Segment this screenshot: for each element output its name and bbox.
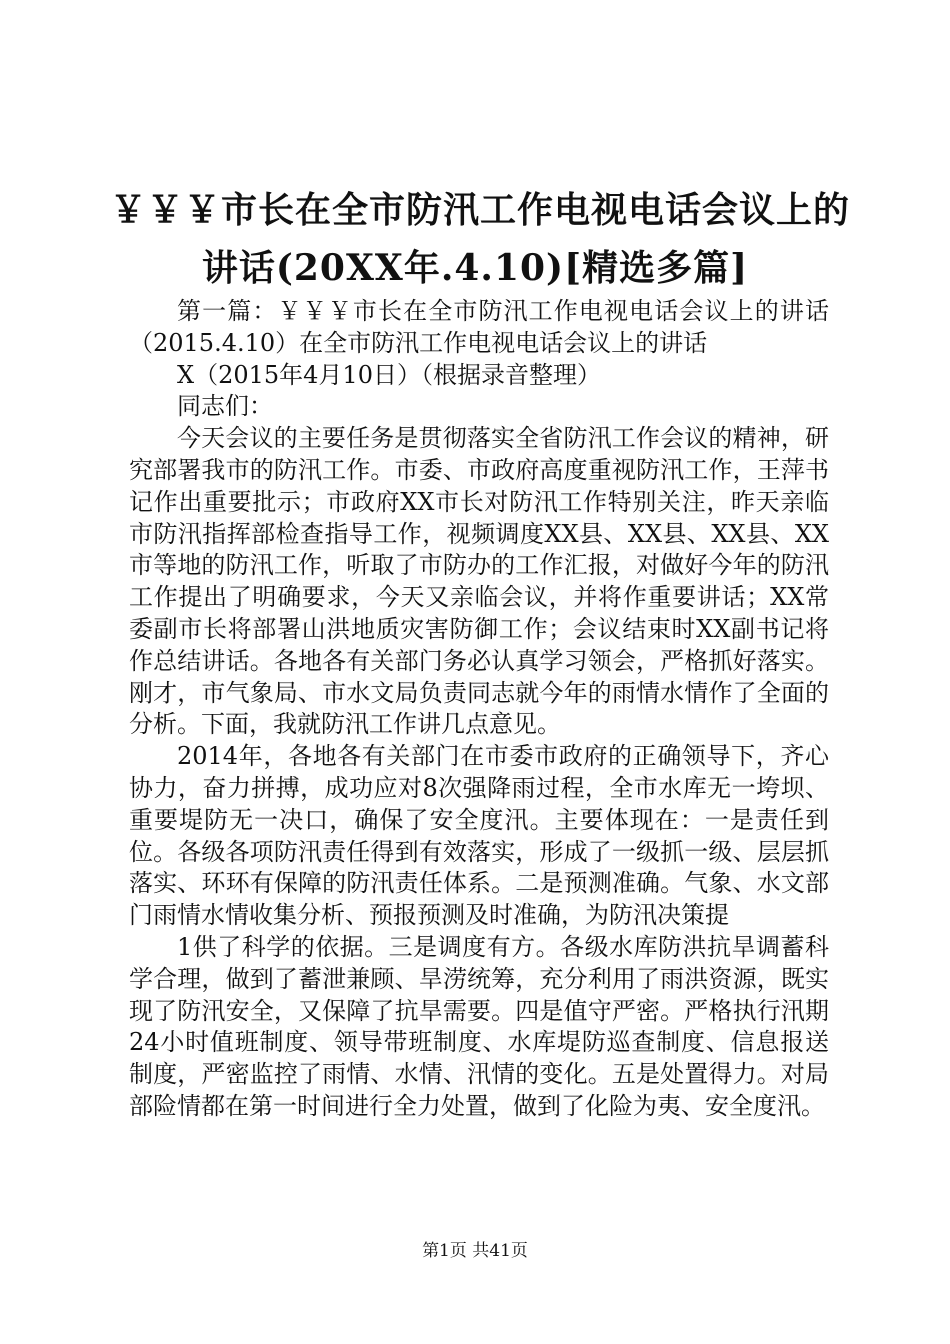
paragraph: 今天会议的主要任务是贯彻落实全省防汛工作会议的精神，研究部署我市的防汛工作。市委、市政府高度重视防汛工作，王萍书记作出重要批示；市政府XX市长对防汛工作特别关注，昨天亲临市防汛指挥部检查指导工作，视频调度XX县、XX县、XX县、XX市等地的防汛工作，听取了市防办的工作汇报，对做好今年的防汛工作提出了明确要求，今天又亲临会议，并将作重要讲话；XX常委副市长将部署山洪地质灾害防御工作；会议结束时XX副书记将作总结讲话。各地各有关部门务必认真学习领会，严格抓好落实。刚才，市气象局、市水文局负责同志就今年的雨情水情作了全面的分析。下面，我就防汛工作讲几点意见。: [129, 424, 829, 739]
paragraph: 第一篇：￥￥￥市长在全市防汛工作电视电话会议上的讲话（2015.4.10）在全市防汛工作电视电话会议上的讲话: [129, 297, 829, 357]
paragraph: 2014年，各地各有关部门在市委市政府的正确领导下，齐心协力，奋力拼搏，成功应对8次强降雨过程，全市水库无一垮坝、重要堤防无一决口，确保了安全度汛。主要体现在：一是责任到位。各级各项防汛责任得到有效落实，形成了一级抓一级、层层抓落实、环环有保障的防汛责任体系。二是预测准确。气象、水文部门雨情水情收集分析、预报预测及时准确，为防汛决策提: [129, 742, 829, 930]
page-footer: 第1页 共41页: [422, 1241, 528, 1261]
paragraph: X（2015年4月10日）（根据录音整理）: [177, 360, 601, 389]
document-title-line-2: 讲话(20XX年.4.10)[精选多篇]: [201, 247, 749, 289]
paragraph: 1供了科学的依据。三是调度有方。各级水库防洪抗旱调蓄科学合理，做到了蓄泄兼顾、旱涝统筹，充分利用了雨洪资源，既实现了防汛安全，又保障了抗旱需要。四是值守严密。严格执行汛期24小时值班制度、领导带班制度、水库堤防巡查制度、信息报送制度，严密监控了雨情、水情、汛情的变化。五是处置得力。对局部险情都在第一时间进行全力处置，做到了化险为夷、安全度汛。: [129, 932, 829, 1120]
document-body: [129, 296, 829, 1123]
paragraph: 同志们：: [177, 392, 273, 421]
document-title-line-1: ￥￥￥市长在全市防汛工作电视电话会议上的: [110, 189, 851, 231]
